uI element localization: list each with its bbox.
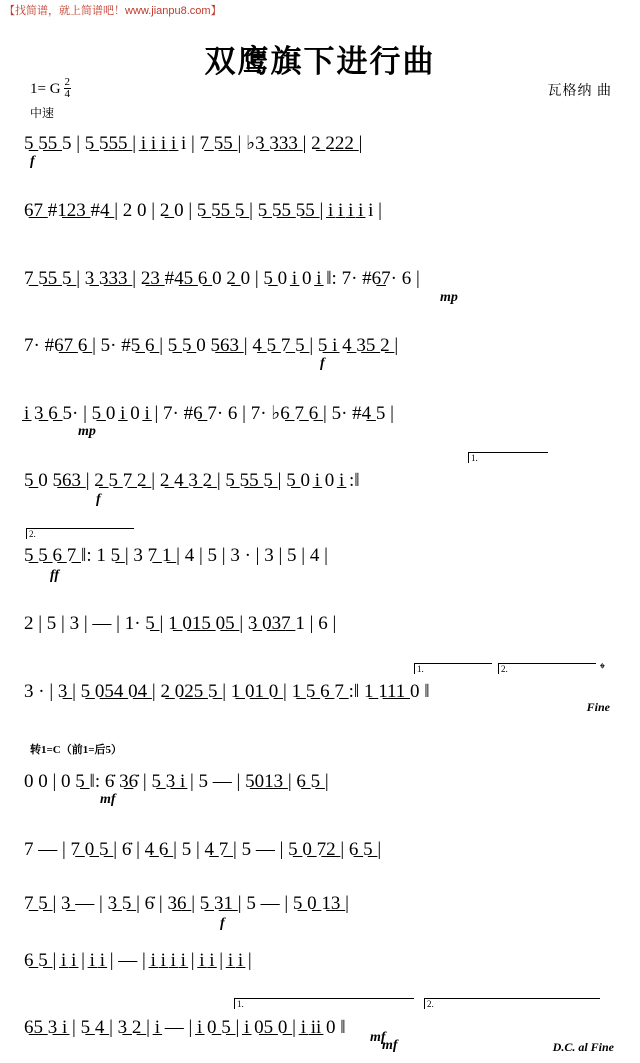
staff-row-notes: i̲ 3̲ 6̲ 5· | 5̲ 0 i̲ 0 i̲ | 7· #6̲ 7· 6 | 7· ♭6̲ 7̲ 6̲ | 5· #4̲ 5 | xyxy=(24,403,394,424)
staff-row-notes: 0 0 | 0 5̲ ‖: 6̇ 3̲6̇ | 5̲ 3̲ i̲ | 5 — | 5̲0̲1̲3̲ | 6̲ 5̲ | xyxy=(24,771,329,792)
volta-ending: 2. xyxy=(498,663,596,674)
staff-row xyxy=(24,263,618,297)
coda-icon: 𝄌 xyxy=(600,662,605,677)
dynamic-marking: mp xyxy=(440,290,458,305)
time-signature-denominator: 4 xyxy=(64,88,71,100)
staff-row-notes: 7· #6̲7̲ 6̲ | 5· #5̲ 6̲ | 5̲ 5̲ 0 5̲6̲3̲ | 4̲ 5̲ 7̲ 5̲ | 5̲ i̲ 4̲ 3̲5̲ 2̲ | xyxy=(24,335,399,356)
staff-row-notes: 6̲ 5̲ | i̲ i̲ | i̲ i̲ | — | i̲ i̲ i̲ i̲ | i̲ i̲ | i̲ i̲ | xyxy=(24,950,252,971)
dynamic-marking: f xyxy=(320,356,325,371)
fine-marking: Fine xyxy=(586,700,610,714)
time-signature xyxy=(64,77,72,100)
staff-row-notes: 7̲ 5̲5̲ 5̲ | 3̲ 3̲3̲3̲ | 2̲3̲ #4̲5̲ 6̲ 0 2̲ 0 | 5̲ 0 i̲ 0 i̲ ‖: 7· #6̲7· 6 | xyxy=(24,268,420,289)
staff-row xyxy=(24,195,618,229)
staff-row xyxy=(24,834,618,868)
staff-row xyxy=(24,1012,618,1046)
key-signature-label: 1= G xyxy=(30,80,61,97)
dynamic-marking: mf xyxy=(100,792,116,807)
transpose-note: 转1=C（前1=后5） xyxy=(30,744,122,756)
staff-row xyxy=(24,676,618,710)
dynamic-marking: mf xyxy=(370,1030,386,1045)
volta-ending: 2. xyxy=(424,998,600,1009)
site-watermark: 【找简谱，就上简谱吧！www.jianpu8.com】 xyxy=(4,5,222,17)
volta-ending: 1. xyxy=(234,998,414,1009)
dynamic-marking: f xyxy=(220,916,225,931)
dc-al-fine-marking: D.C. al Fine xyxy=(552,1040,614,1054)
tempo-marking: 中速 xyxy=(30,106,55,120)
composer-credit: 瓦格纳 曲 xyxy=(547,84,612,99)
staff-row xyxy=(24,465,618,499)
staff-row xyxy=(24,888,618,922)
dynamic-marking: mf xyxy=(382,1038,398,1053)
staff-row-notes: 7̲ 5̲ | 3̲ — | 3̲ 5̲ | 6̇ | 3̲6̲ | 5̲ 3̲1̲ | 5 — | 5̲ 0̲ 1̲3̲ | xyxy=(24,893,349,914)
volta-ending: 1. xyxy=(414,663,492,674)
dynamic-marking: f xyxy=(96,492,101,507)
staff-row-notes: 6̲5̲ 3̲ i̲ | 5̲ 4̲ | 3̲ 2̲ | i̲ — | i̲ 0̲ 5̲ | i̲ 0̲5̲ 0̲ | i̲ i̲i̲ 0 ‖ xyxy=(24,1017,346,1038)
key-signature xyxy=(30,78,71,101)
staff-row xyxy=(24,128,618,162)
staff-row-notes: 5̲ 5̲ 6̲ 7̲ ‖: 1 5̲ | 3 7̲ 1̲ | 4 | 5 | 3 · | 3 | 5 | 4 | xyxy=(24,545,328,566)
staff-row-notes: 3 · | 3̲ | 5̲ 0̲5̲4̲ 0̲4̲ | 2̲ 0̲2̲5̲ 5̲ | 1̲ 0̲1̲ 0̲ | 1̲ 5̲ 6̲ 7̲ :‖ 1̲ 1̲1̲1̲ 0 ‖ xyxy=(24,681,430,702)
staff-row xyxy=(24,945,618,979)
time-signature-numerator: 2 xyxy=(64,76,71,88)
staff-row xyxy=(24,540,618,574)
staff-row xyxy=(24,608,618,642)
staff-row-notes: 7 — | 7̲ 0̲ 5̲ | 6̇ | 4̲ 6̲ | 5 | 4̲ 7̲ | 5 — | 5̲ 0̲ 7̲2̲ | 6̲ 5̲ | xyxy=(24,839,382,860)
dynamic-marking: f xyxy=(30,154,35,169)
volta-ending: 1. xyxy=(468,452,548,463)
dynamic-marking: ff xyxy=(50,568,60,583)
staff-row xyxy=(24,398,618,432)
staff-row-notes: 5̲ 0 5̲6̲3̲ | 2̲ 5̲ 7̲ 2̲ | 2̲ 4̲ 3̲ 2̲ | 5̲ 5̲5̲ 5̲ | 5̲ 0 i̲ 0 i̲ :‖ xyxy=(24,470,360,491)
volta-ending: 2. xyxy=(26,528,134,539)
staff-row-notes: 2 | 5 | 3 | — | 1· 5̲ | 1̲ 0̲1̲5̲ 0̲5̲ | 3̲ 0̲3̲7̲ 1 | 6 | xyxy=(24,613,337,634)
page-title: 双鹰旗下进行曲 xyxy=(204,44,436,79)
staff-row-notes: 5̲ 5̲5̲ 5 | 5̲ 5̲5̲5̲ | i̲ i̲ i̲ i̲ i | 7̲ 5̲5̲ | ♭3̲ 3̲3̲3̲ | 2̲ 2̲2̲2̲ | xyxy=(24,133,363,154)
dynamic-marking: mp xyxy=(78,424,96,439)
staff-row-notes: 6̲7̲ #1̲2̲3̲ #4̲ | 2 0 | 2̲ 0 | 5̲ 5̲5̲ 5̲ | 5̲ 5̲5̲ 5̲5̲ | i̲ i̲ i̲ i̲ i | xyxy=(24,200,382,221)
